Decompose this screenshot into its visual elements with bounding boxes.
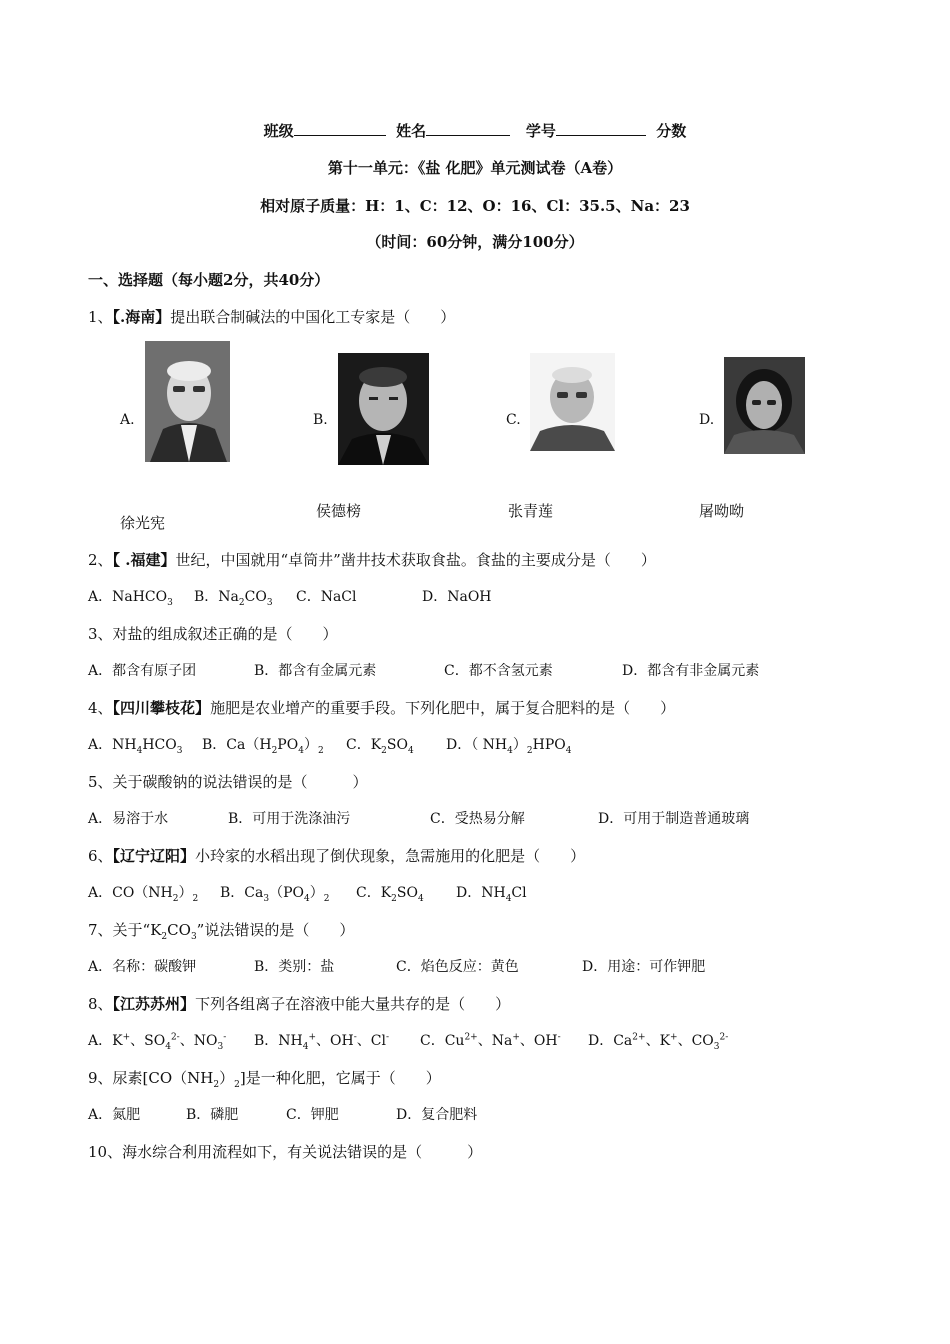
q4-number: 4、 [88,699,113,717]
q1-option-a-name: 徐光宪 [120,514,166,532]
q7-option-a: A．名称：碳酸钾 [88,959,197,975]
q1-option-b-name: 侯德榜 [316,502,362,520]
q7-option-d: D．用途：可作钾肥 [582,959,706,975]
portrait-a-image [145,341,230,462]
q1-option-c-letter: C. [506,412,521,428]
id-blank [556,120,646,136]
q2-number: 2、 [88,551,113,569]
portrait-c-image [530,353,615,451]
q1-number: 1、 [88,308,113,326]
q8-text: 下列各组离子在溶液中能大量共存的是（ ） [195,995,511,1013]
q3-option-b: B．都含有金属元素 [254,663,377,679]
q9-option-c: C．钾肥 [286,1107,339,1123]
class-blank [294,120,386,136]
q8-option-d: D．$Ca^{2+}$、K+、$CO_3^{2-}$ [588,1032,729,1052]
q2-option-a: A．NaHCO$_3$ [88,589,173,608]
q3-option-d: D．都含有非金属元素 [622,663,760,679]
question-1 [88,307,455,327]
q4-text: 施肥是农业增产的重要手段。下列化肥中，属于复合肥料的是（ ） [210,699,676,717]
q3-option-a: A．都含有原子团 [88,663,197,679]
time-info: （时间：60分钟，满分100分） [366,233,584,251]
portrait-d-image [724,357,805,454]
q8-source-tag: 【江苏苏州】 [112,995,196,1013]
q5-option-a: A．易溶于水 [88,811,169,827]
q5-option-c: C．受热易分解 [430,811,525,827]
q9-option-d: D．复合肥料 [396,1107,478,1123]
q1-option-c-name: 张青莲 [508,502,554,520]
question-10: 10、海水综合利用流程如下，有关说法错误的是（ ） [88,1143,483,1161]
question-6 [88,846,585,866]
q6-option-b: B．$Ca_3(PO_4)_2$ [220,885,330,904]
q6-number: 6、 [88,847,113,865]
q8-option-c: C．$Cu^{2+}$、Na+、OH- [420,1032,561,1049]
q9-option-b: B．磷肥 [186,1107,239,1123]
question-7: 7、关于“$K_2CO_3$”说法错误的是（ ） [88,921,355,942]
q6-source-tag: 【辽宁辽阳】 [112,847,196,865]
exam-title: 第十一单元：《盐 化肥》单元测试卷（A卷） [327,159,623,177]
class-label: 班级 [263,122,294,140]
q8-option-a: A．K+、$SO_4^{2-}$、$NO_3^-$ [88,1032,227,1052]
id-label: 学号 [525,122,556,140]
q5-option-d: D．可用于制造普通玻璃 [598,811,750,827]
question-4 [88,698,675,718]
question-9: 9、尿素$[CO(NH_2)_2]$是一种化肥，它属于（ ） [88,1069,441,1090]
q4-option-b: B．$Ca(H_2PO_4)_2$ [202,737,324,756]
q4-source-tag: 【四川攀枝花】 [112,699,211,717]
name-blank [426,120,510,136]
q2-text: 世纪，中国就用“卓筒井”凿井技术获取食盐。食盐的主要成分是（ ） [175,551,656,569]
q1-text: 提出联合制碱法的中国化工专家是（ ） [170,308,456,326]
q2-option-b: B．$Na_2CO_3$ [194,589,273,608]
portrait-b-image [338,353,429,465]
q2-option-d: D．NaOH [422,589,492,605]
question-5: 5、关于碳酸钠的说法错误的是（ ） [88,773,368,791]
q4-option-c: C．$K_2SO_4$ [346,737,414,756]
q1-option-a-letter: A. [120,412,135,428]
section-heading: 一、选择题（每小题2分，共40分） [88,271,330,289]
q9-option-a: A．氮肥 [88,1107,141,1123]
q7-option-c: C．焰色反应：黄色 [396,959,519,975]
q1-option-d-letter: D. [699,412,715,428]
q8-number: 8、 [88,995,113,1013]
q1-option-b-letter: B. [313,412,328,428]
score-label: 分数 [656,122,687,140]
question-2 [88,550,656,570]
atomic-mass: 相对原子质量：H：1、C：12、O：16、Cl：35.5、Na：23 [260,197,690,215]
q3-option-c: C．都不含氢元素 [444,663,553,679]
q5-option-b: B．可用于洗涤油污 [228,811,351,827]
q7-option-b: B．类别：盐 [254,959,335,975]
q6-option-c: C．$K_2SO_4$ [356,885,424,904]
q2-source-tag: 【 .福建】 [112,551,176,569]
q6-text: 小玲家的水稻出现了倒伏现象，急需施用的化肥是（ ） [195,847,586,865]
q4-option-d: D．（ $NH_4)_2HPO_4$ [446,737,572,756]
q6-option-a: A．$CO(NH_2)_2$ [88,885,199,904]
q6-option-d: D．$NH_4Cl$ [456,885,527,904]
q4-option-a: A．$NH_4HCO_3$ [88,737,183,756]
q1-option-d-name: 屠呦呦 [699,502,745,520]
q8-option-b: B．$NH_4^+$、OH-、Cl- [254,1032,390,1052]
question-8 [88,994,510,1014]
name-label: 姓名 [396,122,427,140]
q1-source-tag: 【.海南】 [112,308,171,326]
question-3: 3、对盐的组成叙述正确的是（ ） [88,625,338,643]
header-info-line [0,120,950,141]
q2-option-c: C．NaCl [296,589,357,605]
